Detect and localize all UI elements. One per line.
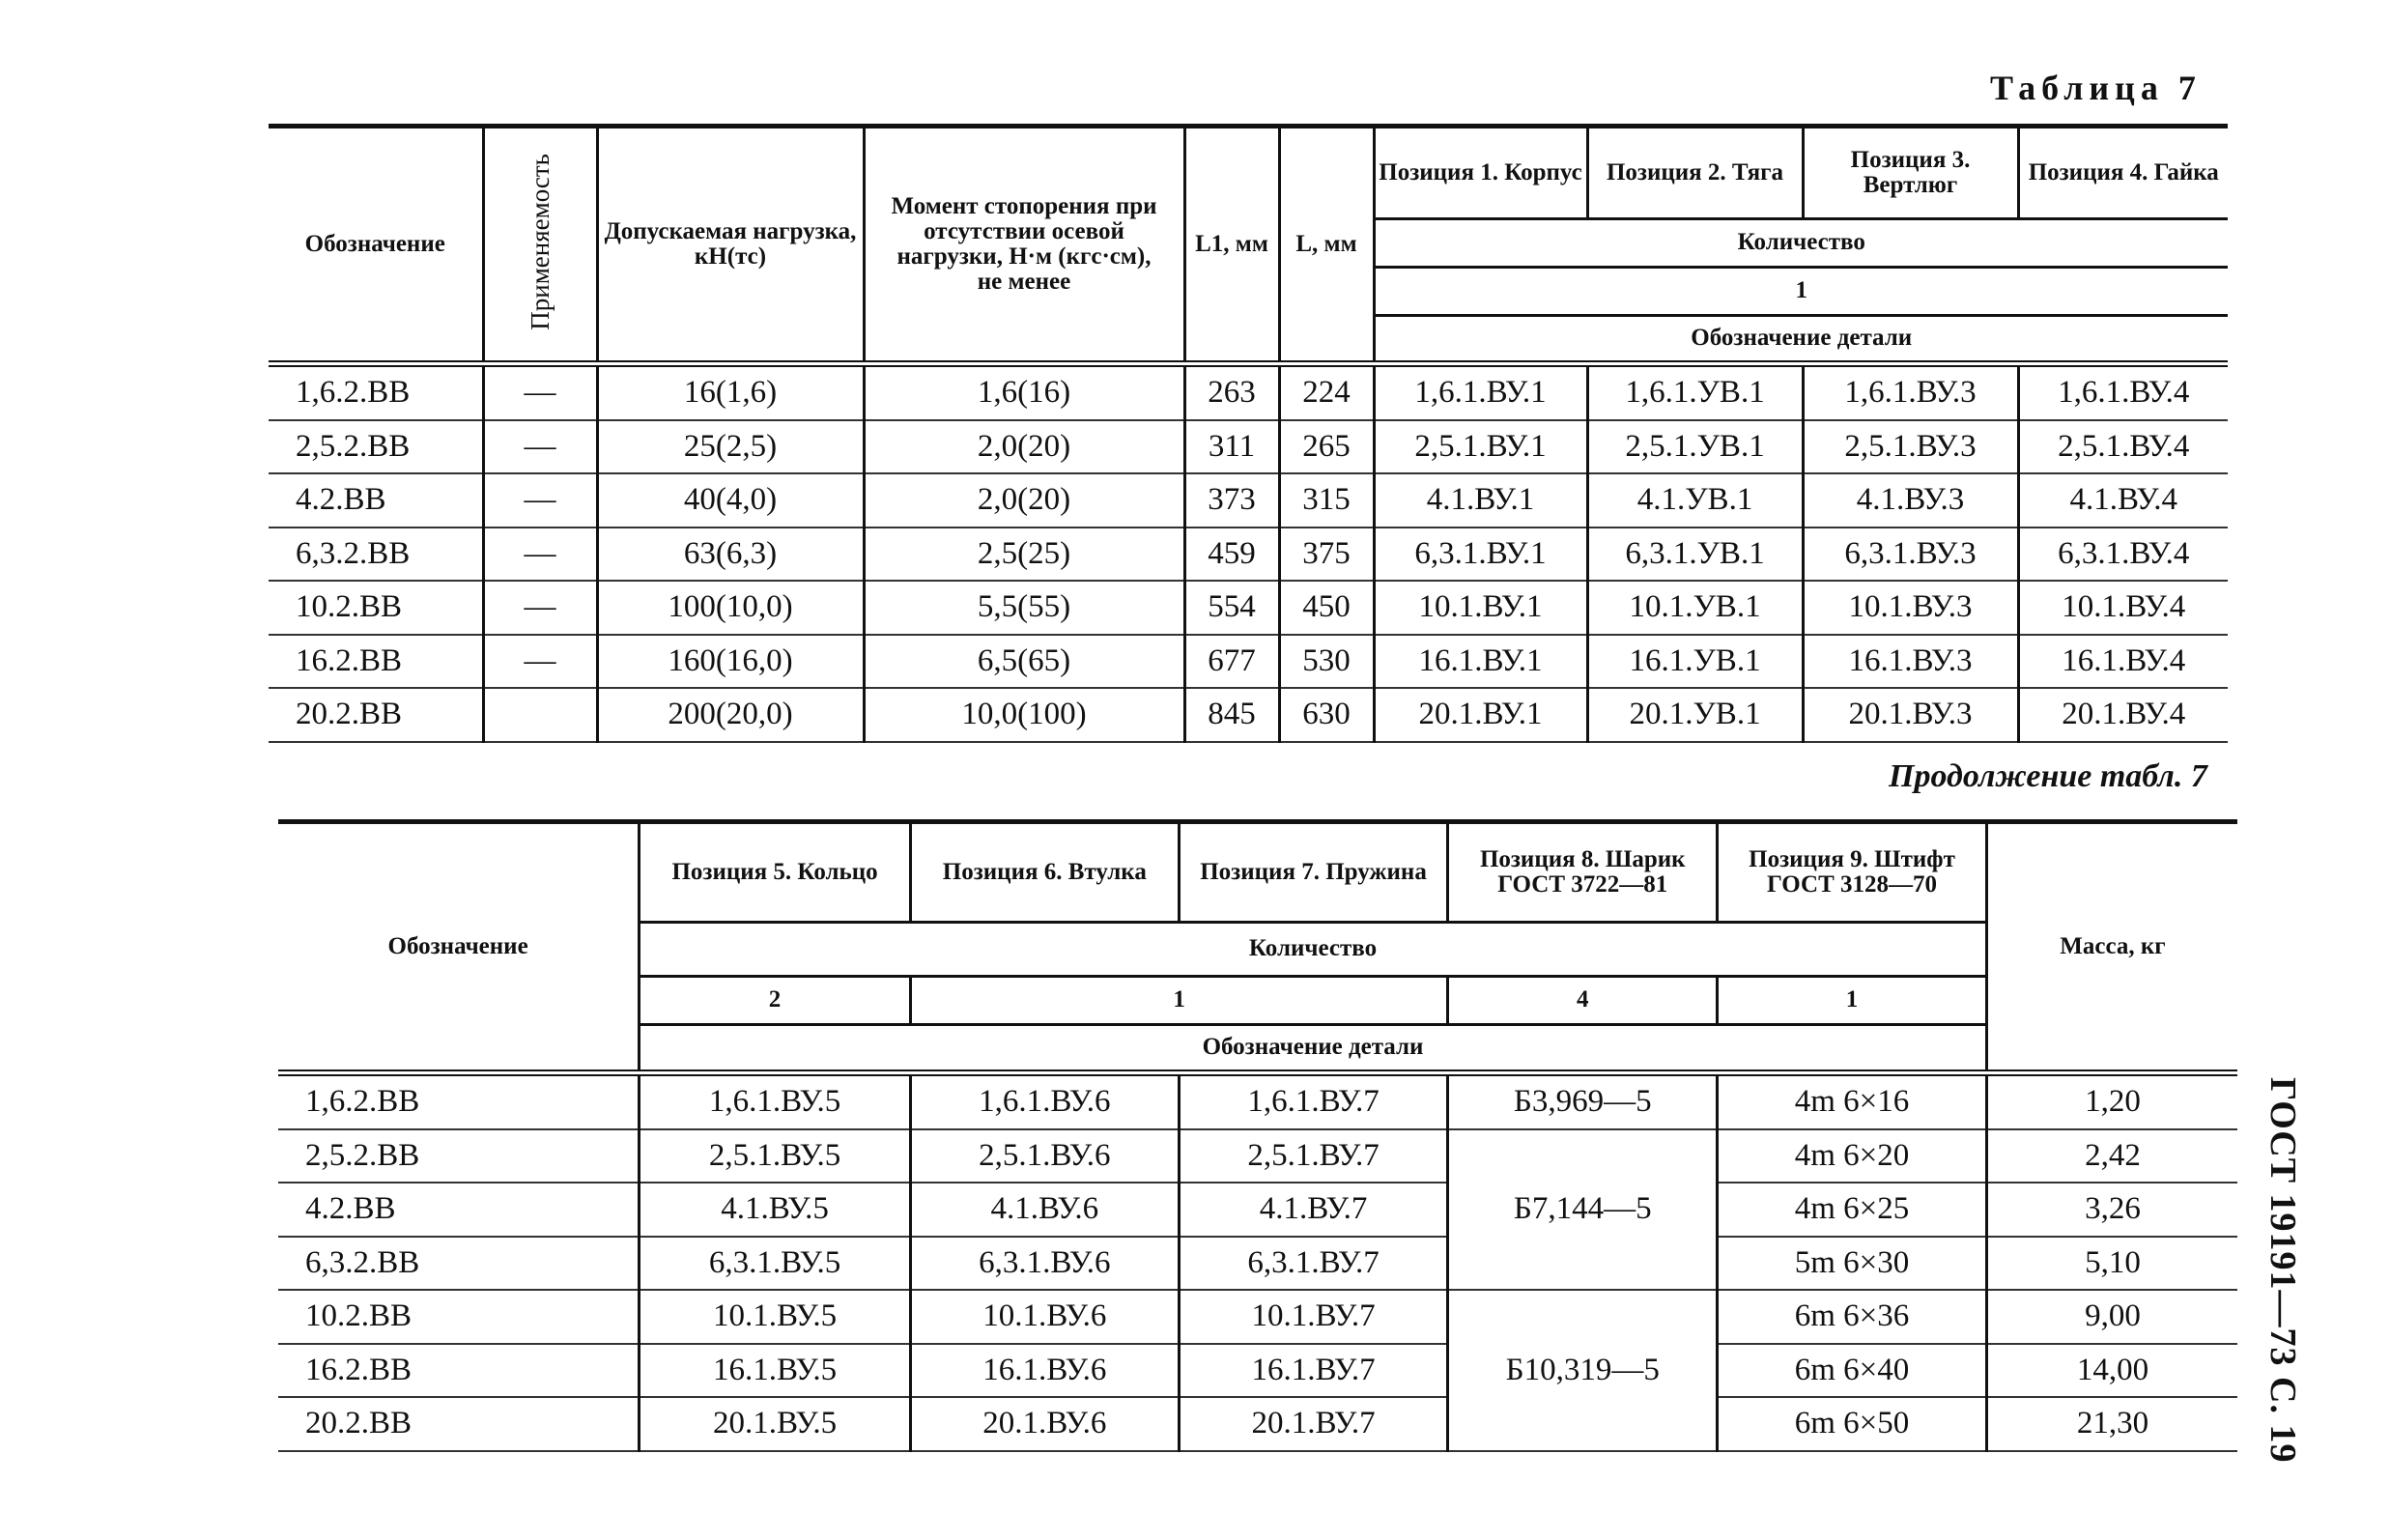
header-pos2: Позиция 2. Тяга — [1587, 127, 1803, 219]
t2-cell-r1-pos6: 2,5.1.ВУ.6 — [910, 1129, 1179, 1184]
t1-cell-r0-c5: 224 — [1279, 364, 1374, 420]
t1-cell-r4-c0: 10.2.ВВ — [269, 581, 483, 635]
t1-cell-r5-c3: 6,5(65) — [864, 635, 1184, 689]
table-row — [278, 1290, 2237, 1344]
t1-cell-r2-c7: 4.1.УВ.1 — [1587, 473, 1803, 528]
t2-cell-r6-designation: 20.2.ВВ — [278, 1397, 640, 1451]
t1-cell-r0-c2: 16(1,6) — [597, 364, 864, 420]
header-pos4: Позиция 4. Гайка — [2018, 127, 2228, 219]
t1-cell-r2-c9: 4.1.ВУ.4 — [2018, 473, 2228, 528]
t1-cell-r4-c5: 450 — [1279, 581, 1374, 635]
t2-header-part-designation: Обозначение детали — [640, 1025, 1987, 1073]
t1-cell-r3-c3: 2,5(25) — [864, 528, 1184, 582]
t1-cell-r5-c4: 677 — [1184, 635, 1279, 689]
t1-cell-r1-c2: 25(2,5) — [597, 420, 864, 474]
t2-cell-r0-designation: 1,6.2.ВВ — [278, 1073, 640, 1129]
table-row — [269, 528, 2228, 582]
t2-cell-r1-pos7: 2,5.1.ВУ.7 — [1179, 1129, 1448, 1184]
t2-cell-r0-pos7: 1,6.1.ВУ.7 — [1179, 1073, 1448, 1129]
t1-cell-r1-c3: 2,0(20) — [864, 420, 1184, 474]
t1-cell-r0-c1: — — [483, 364, 597, 420]
t1-cell-r3-c0: 6,3.2.ВВ — [269, 528, 483, 582]
t2-header-pos6: Позиция 6. Втулка — [910, 822, 1179, 923]
t1-cell-r6-c1 — [483, 688, 597, 742]
header-applicability-text: Применяемость — [525, 153, 555, 330]
t1-cell-r4-c3: 5,5(55) — [864, 581, 1184, 635]
table-row — [269, 635, 2228, 689]
t2-cell-r4-pos5: 10.1.ВУ.5 — [640, 1290, 911, 1344]
t2-cell-r4-pos6: 10.1.ВУ.6 — [910, 1290, 1179, 1344]
t1-cell-r5-c5: 530 — [1279, 635, 1374, 689]
t2-cell-r3-pos7: 6,3.1.ВУ.7 — [1179, 1237, 1448, 1291]
t2-cell-r4-mass: 9,00 — [1986, 1290, 2237, 1344]
t1-cell-r0-c6: 1,6.1.ВУ.1 — [1374, 364, 1587, 420]
table-7-part-1 — [269, 124, 2228, 743]
t1-cell-r4-c6: 10.1.ВУ.1 — [1374, 581, 1587, 635]
t1-cell-r5-c1: — — [483, 635, 597, 689]
t2-cell-r2-pos6: 4.1.ВУ.6 — [910, 1183, 1179, 1237]
t2-header-q67: 1 — [910, 977, 1447, 1025]
t2-cell-r3-pos9: 5m 6×30 — [1718, 1237, 1987, 1291]
t2-cell-r2-pos7: 4.1.ВУ.7 — [1179, 1183, 1448, 1237]
t1-cell-r4-c1: — — [483, 581, 597, 635]
table-continuation-title: Продолжение табл. 7 — [1889, 758, 2207, 794]
t1-cell-r1-c5: 265 — [1279, 420, 1374, 474]
t2-cell-r2-pos9: 4m 6×25 — [1718, 1183, 1987, 1237]
table-row — [269, 688, 2228, 742]
t1-cell-r3-c7: 6,3.1.УВ.1 — [1587, 528, 1803, 582]
header-l1: L1, мм — [1184, 127, 1279, 364]
t1-cell-r0-c8: 1,6.1.ВУ.3 — [1803, 364, 2018, 420]
t2-cell-r5-pos7: 16.1.ВУ.7 — [1179, 1344, 1448, 1398]
t1-cell-r4-c4: 554 — [1184, 581, 1279, 635]
table-row — [269, 420, 2228, 474]
t2-cell-r6-pos6: 20.1.ВУ.6 — [910, 1397, 1179, 1451]
header-pos3: Позиция 3. Вертлюг — [1803, 127, 2018, 219]
t1-cell-r0-c3: 1,6(16) — [864, 364, 1184, 420]
t2-header-pos9: Позиция 9. Штифт ГОСТ 3128—70 — [1718, 822, 1987, 923]
t1-cell-r2-c1: — — [483, 473, 597, 528]
t2-cell-r3-designation: 6,3.2.ВВ — [278, 1237, 640, 1291]
t2-header-pos8: Позиция 8. Шарик ГОСТ 3722—81 — [1448, 822, 1718, 923]
table-row — [269, 473, 2228, 528]
t1-cell-r1-c6: 2,5.1.ВУ.1 — [1374, 420, 1587, 474]
t2-cell-r4-pos9: 6m 6×36 — [1718, 1290, 1987, 1344]
t1-cell-r3-c1: — — [483, 528, 597, 582]
t1-cell-r3-c5: 375 — [1279, 528, 1374, 582]
header-quantity-value: 1 — [1374, 268, 2228, 316]
t2-header-mass: Масса, кг — [1986, 822, 2237, 1073]
t1-cell-r5-c0: 16.2.ВВ — [269, 635, 483, 689]
t2-cell-ball-1: Б7,144—5 — [1448, 1129, 1718, 1291]
t1-cell-r1-c0: 2,5.2.ВВ — [269, 420, 483, 474]
t2-cell-r5-pos5: 16.1.ВУ.5 — [640, 1344, 911, 1398]
t2-cell-ball-2: Б10,319—5 — [1448, 1290, 1718, 1451]
table-7-part-2-body — [278, 1073, 2237, 1451]
t1-cell-r4-c7: 10.1.УВ.1 — [1587, 581, 1803, 635]
t1-cell-r4-c8: 10.1.ВУ.3 — [1803, 581, 2018, 635]
t1-cell-r0-c9: 1,6.1.ВУ.4 — [2018, 364, 2228, 420]
t1-cell-r2-c6: 4.1.ВУ.1 — [1374, 473, 1587, 528]
t2-cell-r1-designation: 2,5.2.ВВ — [278, 1129, 640, 1184]
t1-cell-r5-c6: 16.1.ВУ.1 — [1374, 635, 1587, 689]
t2-cell-r1-mass: 2,42 — [1986, 1129, 2237, 1184]
header-part-designation: Обозначение детали — [1374, 316, 2228, 364]
t1-cell-r6-c4: 845 — [1184, 688, 1279, 742]
table-row — [269, 581, 2228, 635]
table-row — [278, 1237, 2237, 1291]
header-applicability — [483, 127, 597, 364]
t2-cell-r1-pos5: 2,5.1.ВУ.5 — [640, 1129, 911, 1184]
table-row — [278, 1397, 2237, 1451]
t2-cell-r3-mass: 5,10 — [1986, 1237, 2237, 1291]
t1-cell-r1-c4: 311 — [1184, 420, 1279, 474]
t1-cell-r0-c4: 263 — [1184, 364, 1279, 420]
t2-cell-r6-pos9: 6m 6×50 — [1718, 1397, 1987, 1451]
header-l: L, мм — [1279, 127, 1374, 364]
t2-cell-r4-designation: 10.2.ВВ — [278, 1290, 640, 1344]
table-7-part-1-body — [269, 364, 2228, 742]
t1-cell-r5-c9: 16.1.ВУ.4 — [2018, 635, 2228, 689]
header-quantity: Количество — [1374, 219, 2228, 268]
t1-cell-r4-c2: 100(10,0) — [597, 581, 864, 635]
t1-cell-r6-c8: 20.1.ВУ.3 — [1803, 688, 2018, 742]
t1-cell-r6-c5: 630 — [1279, 688, 1374, 742]
t1-cell-r5-c7: 16.1.УВ.1 — [1587, 635, 1803, 689]
t1-cell-r5-c2: 160(16,0) — [597, 635, 864, 689]
t2-cell-r1-pos9: 4m 6×20 — [1718, 1129, 1987, 1184]
header-torque: Момент стопорения при отсутствии осевой нагрузки, Н·м (кгс·см), не менее — [864, 127, 1184, 364]
t2-header-quantity: Количество — [640, 923, 1987, 977]
t2-cell-r3-pos5: 6,3.1.ВУ.5 — [640, 1237, 911, 1291]
t2-cell-r6-mass: 21,30 — [1986, 1397, 2237, 1451]
t2-cell-r6-pos5: 20.1.ВУ.5 — [640, 1397, 911, 1451]
t1-cell-r3-c8: 6,3.1.ВУ.3 — [1803, 528, 2018, 582]
t1-cell-r3-c4: 459 — [1184, 528, 1279, 582]
t2-cell-r2-designation: 4.2.ВВ — [278, 1183, 640, 1237]
t2-cell-r5-pos9: 6m 6×40 — [1718, 1344, 1987, 1398]
t2-cell-r3-pos6: 6,3.1.ВУ.6 — [910, 1237, 1179, 1291]
t2-cell-r5-designation: 16.2.ВВ — [278, 1344, 640, 1398]
t2-cell-r2-mass: 3,26 — [1986, 1183, 2237, 1237]
t1-cell-r1-c8: 2,5.1.ВУ.3 — [1803, 420, 2018, 474]
table-row — [278, 1073, 2237, 1129]
t1-cell-r1-c1: — — [483, 420, 597, 474]
t2-cell-r4-pos7: 10.1.ВУ.7 — [1179, 1290, 1448, 1344]
t1-cell-r6-c9: 20.1.ВУ.4 — [2018, 688, 2228, 742]
t2-header-q5: 2 — [640, 977, 911, 1025]
t1-cell-r2-c5: 315 — [1279, 473, 1374, 528]
table-title: Таблица 7 — [1990, 69, 2202, 107]
t2-cell-r0-pos6: 1,6.1.ВУ.6 — [910, 1073, 1179, 1129]
t2-cell-r5-pos6: 16.1.ВУ.6 — [910, 1344, 1179, 1398]
t1-cell-r2-c2: 40(4,0) — [597, 473, 864, 528]
t1-cell-r3-c9: 6,3.1.ВУ.4 — [2018, 528, 2228, 582]
t1-cell-r1-c7: 2,5.1.УВ.1 — [1587, 420, 1803, 474]
t1-cell-r6-c7: 20.1.УВ.1 — [1587, 688, 1803, 742]
page-side-label: ГОСТ 19191—73 С. 19 — [2262, 1077, 2303, 1464]
table-row — [278, 1183, 2237, 1237]
t2-header-q8: 4 — [1448, 977, 1718, 1025]
t1-cell-r3-c6: 6,3.1.ВУ.1 — [1374, 528, 1587, 582]
t1-cell-r5-c8: 16.1.ВУ.3 — [1803, 635, 2018, 689]
t2-cell-r0-pos5: 1,6.1.ВУ.5 — [640, 1073, 911, 1129]
t2-cell-r2-pos5: 4.1.ВУ.5 — [640, 1183, 911, 1237]
t2-header-pos7: Позиция 7. Пружина — [1179, 822, 1448, 923]
t1-cell-r6-c0: 20.2.ВВ — [269, 688, 483, 742]
header-pos1: Позиция 1. Корпус — [1374, 127, 1587, 219]
header-load: Допускаемая нагрузка, кН(тс) — [597, 127, 864, 364]
t1-cell-r1-c9: 2,5.1.ВУ.4 — [2018, 420, 2228, 474]
table-row — [278, 1344, 2237, 1398]
t2-cell-r0-mass: 1,20 — [1986, 1073, 2237, 1129]
t1-cell-r2-c4: 373 — [1184, 473, 1279, 528]
t1-cell-r6-c2: 200(20,0) — [597, 688, 864, 742]
table-row — [278, 1129, 2237, 1184]
t1-cell-r3-c2: 63(6,3) — [597, 528, 864, 582]
t2-header-designation: Обозначение — [278, 822, 640, 1073]
t1-cell-r6-c6: 20.1.ВУ.1 — [1374, 688, 1587, 742]
t1-cell-r2-c0: 4.2.ВВ — [269, 473, 483, 528]
t1-cell-r2-c8: 4.1.ВУ.3 — [1803, 473, 2018, 528]
table-7-part-2 — [278, 819, 2237, 1452]
t1-cell-r2-c3: 2,0(20) — [864, 473, 1184, 528]
t1-cell-r0-c7: 1,6.1.УВ.1 — [1587, 364, 1803, 420]
t1-cell-r4-c9: 10.1.ВУ.4 — [2018, 581, 2228, 635]
table-row — [269, 364, 2228, 420]
t1-cell-r6-c3: 10,0(100) — [864, 688, 1184, 742]
t2-cell-ball-0: Б3,969—5 — [1448, 1073, 1718, 1129]
t1-cell-r0-c0: 1,6.2.ВВ — [269, 364, 483, 420]
header-designation: Обозначение — [269, 127, 483, 364]
t2-header-q9: 1 — [1718, 977, 1987, 1025]
t2-header-pos5: Позиция 5. Кольцо — [640, 822, 911, 923]
t2-cell-r6-pos7: 20.1.ВУ.7 — [1179, 1397, 1448, 1451]
t2-cell-r5-mass: 14,00 — [1986, 1344, 2237, 1398]
t2-cell-r0-pos9: 4m 6×16 — [1718, 1073, 1987, 1129]
